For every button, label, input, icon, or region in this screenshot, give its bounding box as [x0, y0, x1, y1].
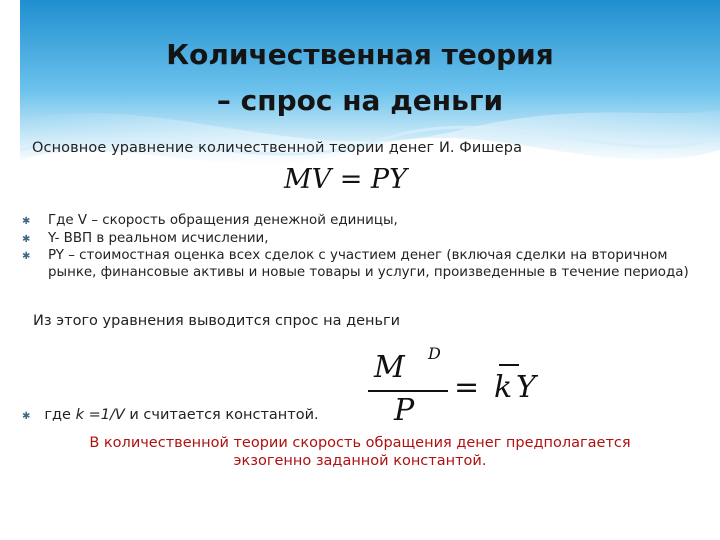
bullet-item-velocity [22, 213, 702, 230]
title-line-2: – спрос на деньги [216, 84, 504, 117]
fisher-equation-formula: MV = PY [284, 164, 407, 195]
title-line-1: Количественная теория [166, 38, 554, 71]
conclusion-text [0, 434, 720, 470]
where-k-expression: k =1/V [75, 407, 130, 423]
where-suffix: и считается константой. [129, 407, 319, 423]
k-overline [499, 364, 519, 366]
bullet-text: Где V – скорость обращения денежной единицы, [48, 213, 398, 228]
asterisk-bullet-icon: ✱ [22, 411, 31, 422]
formula-equals: = [454, 370, 480, 405]
slide-title [0, 32, 720, 124]
formula-y: Y [516, 370, 536, 405]
fisher-equation-caption: Основное уравнение количественной теории денег И. Фишера [32, 140, 523, 156]
formula-denominator: P [394, 393, 415, 428]
conclusion-line-2: экзогенно заданной константой. [233, 453, 487, 469]
money-demand-formula [366, 340, 556, 430]
formula-superscript: D [428, 344, 441, 363]
where-prefix: где [44, 407, 76, 423]
derivation-text: Из этого уравнения выводится спрос на деньги [33, 313, 401, 329]
formula-numerator: M [374, 350, 406, 385]
bullet-item-py [22, 248, 702, 281]
fraction-bar [368, 390, 448, 392]
bullet-text: PY – стоимостная оценка всех сделок с участием денег (включая сделки на вторичном рынке, финансовые активы и новые товары и услуги, произведенные в течение периода) [48, 248, 689, 280]
asterisk-bullet-icon: ✱ [22, 251, 31, 262]
conclusion-line-1: В количественной теории скорость обращения денег предполагается [89, 435, 631, 451]
asterisk-bullet-icon: ✱ [22, 216, 31, 227]
bullet-list [22, 213, 702, 282]
bullet-item-gdp [22, 231, 702, 248]
bullet-text: Y- ВВП в реальном исчислении, [48, 230, 269, 246]
asterisk-bullet-icon: ✱ [22, 233, 31, 245]
bullet-item-where-k [22, 407, 319, 423]
formula-k: k [494, 370, 513, 405]
